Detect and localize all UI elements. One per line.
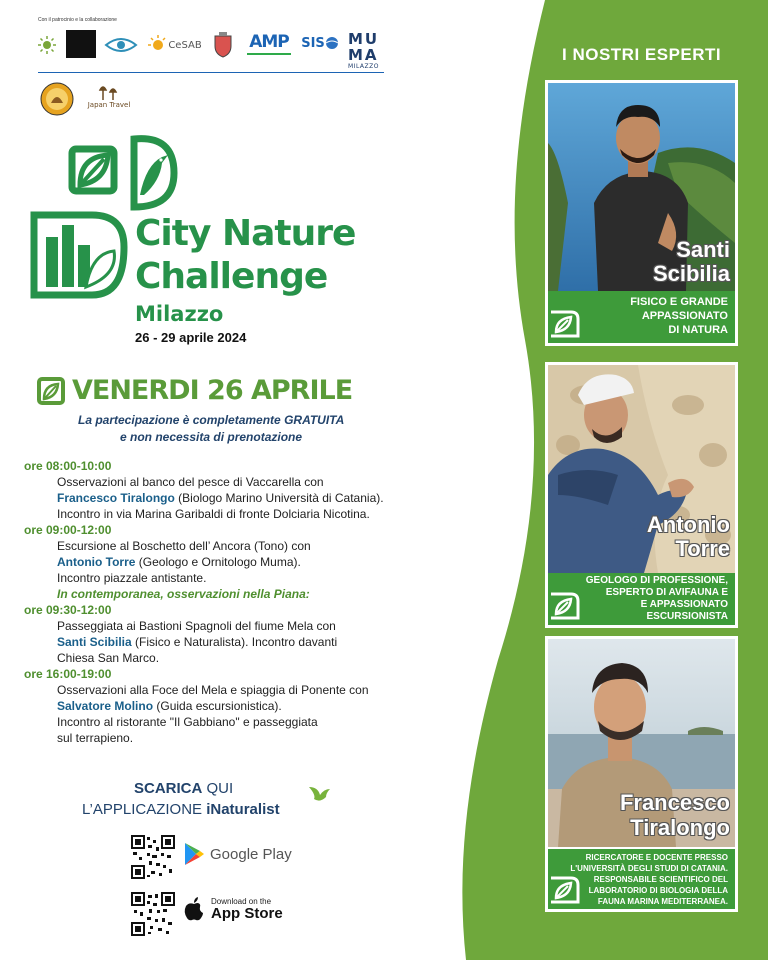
expert-last-name: Scibilia: [652, 261, 730, 286]
amp-logo: [246, 28, 292, 58]
bird-icon: [134, 139, 174, 207]
sponsor-logo-1: [36, 28, 58, 62]
schedule-time: ore 08:00-10:00: [24, 459, 112, 473]
expert-role-line: APPASSIONATO: [641, 310, 728, 322]
app-store-label: App Store: [211, 904, 283, 922]
round-badge-logo: [38, 80, 76, 118]
schedule-person-detail: (Guida escursionistica).: [153, 699, 282, 713]
download-rest: QUI: [202, 780, 234, 797]
schedule-line: Incontro in via Marina Garibaldi di fronte Dolciaria Nicotina.: [57, 507, 370, 521]
expert-role-line: GEOLOGO DI PROFESSIONE,: [585, 575, 728, 586]
schedule-person: Santi Scibilia: [57, 635, 132, 649]
expert-first-name: Antonio: [646, 512, 730, 537]
schedule-time: ore 09:00-12:00: [24, 523, 112, 537]
band-leaf-icon: [551, 309, 581, 339]
expert-first-name: Francesco: [619, 790, 730, 815]
event-title-line1: City Nature: [135, 213, 356, 254]
expert-role-line: L'UNIVERSITÀ DEGLI STUDI DI CATANIA.: [570, 864, 728, 873]
expert-role-line: LABORATORIO DI BIOLOGIA DELLA: [588, 886, 728, 895]
google-play-icon: [183, 842, 205, 866]
schedule-line: Osservazioni al banco del pesce di Vaccarella con: [57, 475, 324, 489]
schedule-person-line: [57, 698, 282, 714]
sis-logo: [298, 28, 342, 58]
schedule-line: Osservazioni alla Foce del Mela e spiaggia di Ponente con: [57, 683, 369, 697]
sis-text: SIS: [301, 35, 325, 51]
expert-role-band: [548, 849, 735, 909]
schedule-time: ore 16:00-19:00: [24, 667, 112, 681]
muma-logo: [348, 24, 386, 76]
schedule-person-detail: (Biologo Marino Università di Catania).: [174, 491, 384, 505]
schedule-line: Incontro piazzale antistante.: [57, 571, 207, 585]
muma-line1: MU: [348, 29, 380, 48]
event-dates: 26 - 29 aprile 2024: [135, 330, 247, 345]
app-store-small: Download on the: [211, 896, 272, 906]
download-bold: SCARICA: [134, 780, 203, 797]
schedule-time: ore 09:30-12:00: [24, 603, 112, 617]
eye-icon: [104, 35, 138, 55]
expert-role-line: E APPASSIONATO: [640, 599, 728, 610]
schedule-person-line: [57, 634, 337, 650]
schedule-person-detail: (Fisico e Naturalista). Incontro davanti: [131, 635, 338, 649]
expert-card-francesco: [545, 636, 738, 912]
expert-last-name: Tiralongo: [630, 815, 730, 840]
header-divider: [38, 72, 384, 73]
expert-first-name: Santi: [676, 237, 730, 262]
app-store-badge[interactable]: [183, 896, 283, 922]
expert-role-line: RICERCATORE E DOCENTE PRESSO: [585, 853, 728, 862]
apple-icon: [183, 896, 205, 922]
participation-note-line2: e non necessita di prenotazione: [120, 430, 303, 444]
schedule-person: Salvatore Molino: [57, 699, 154, 713]
download-heading-line2: [82, 801, 280, 818]
schedule-line: sul terrapieno.: [57, 731, 134, 745]
japan-travel-logo: [86, 80, 132, 112]
sun-icon: [37, 35, 57, 55]
cesab-text: CeSAB: [168, 39, 202, 51]
muma-subtitle: MILAZZO: [348, 62, 379, 70]
badge-icon: [39, 81, 75, 117]
event-city: Milazzo: [135, 302, 224, 326]
cesab-logo: [146, 28, 204, 62]
supporters-caption: Con il patrocinio e la collaborazione: [38, 17, 117, 23]
amp-text: AMP: [249, 31, 289, 52]
schedule-line: Incontro al ristorante "Il Gabbiano" e passeggiata: [57, 715, 318, 729]
meanwhile-note: In contemporanea, osservazioni nella Piana:: [57, 587, 310, 601]
muma-line2: MA: [348, 45, 379, 64]
event-title-line2: Challenge: [135, 256, 328, 297]
sponsor-logo-3: [104, 28, 138, 62]
download-prefix: L’APPLICAZIONE: [82, 801, 207, 818]
expert-card-antonio: [545, 362, 738, 628]
expert-role-line: FISICO E GRANDE: [630, 296, 728, 308]
cesab-sun-icon: [148, 35, 168, 55]
expert-role-line: RESPONSABILE SCIENTIFICO DEL: [593, 875, 728, 884]
globe-icon: [325, 36, 339, 50]
municipality-crest: [210, 26, 236, 64]
inaturalist-name: iNaturalist: [206, 801, 280, 818]
google-play-label: Google Play: [210, 845, 292, 863]
band-leaf-icon: [551, 591, 581, 621]
qr-code-google-play[interactable]: [131, 835, 175, 879]
download-heading-line1: [134, 780, 233, 797]
expert-role-line: DI NATURA: [668, 324, 728, 336]
city-icon: [34, 215, 124, 295]
expert-role-line: ESCURSIONISTA: [646, 611, 728, 622]
expert-role-line: ESPERTO DI AVIFAUNA E: [605, 587, 728, 598]
schedule-person: Francesco Tiralongo: [57, 491, 175, 505]
schedule-person-line: [57, 490, 384, 506]
day-title: VENERDI 26 APRILE: [72, 375, 353, 406]
expert-role-band: [548, 573, 735, 625]
schedule-line: Chiesa San Marco.: [57, 651, 160, 665]
expert-role-band: [548, 291, 735, 343]
leaf-icon: [72, 149, 114, 191]
schedule-person-detail: (Geologo e Ornitologo Muma).: [135, 555, 301, 569]
tree-icon: [97, 84, 121, 102]
day-leaf-icon: [36, 376, 66, 406]
expert-role-line: FAUNA MARINA MEDITERRANEA.: [597, 897, 728, 906]
schedule-person-line: [57, 554, 301, 570]
expert-card-santi: [545, 80, 738, 346]
inaturalist-bird-icon: [306, 779, 332, 805]
qr-code-app-store[interactable]: [131, 892, 175, 936]
japan-travel-text: Japan Travel: [87, 101, 131, 109]
crest-icon: [213, 32, 233, 58]
schedule-line: Escursione al Boschetto dell’ Ancora (Tono) con: [57, 539, 311, 553]
sponsor-logo-2: [66, 30, 96, 58]
band-leaf-icon: [551, 875, 581, 905]
experts-heading: I NOSTRI ESPERTI: [562, 45, 722, 64]
schedule-line: Passeggiata ai Bastioni Spagnoli del fiume Mela con: [57, 619, 336, 633]
google-play-badge[interactable]: [183, 842, 292, 866]
participation-note-line1: La partecipazione è completamente GRATUITA: [78, 413, 345, 427]
schedule-person: Antonio Torre: [57, 555, 136, 569]
expert-last-name: Torre: [675, 536, 730, 561]
